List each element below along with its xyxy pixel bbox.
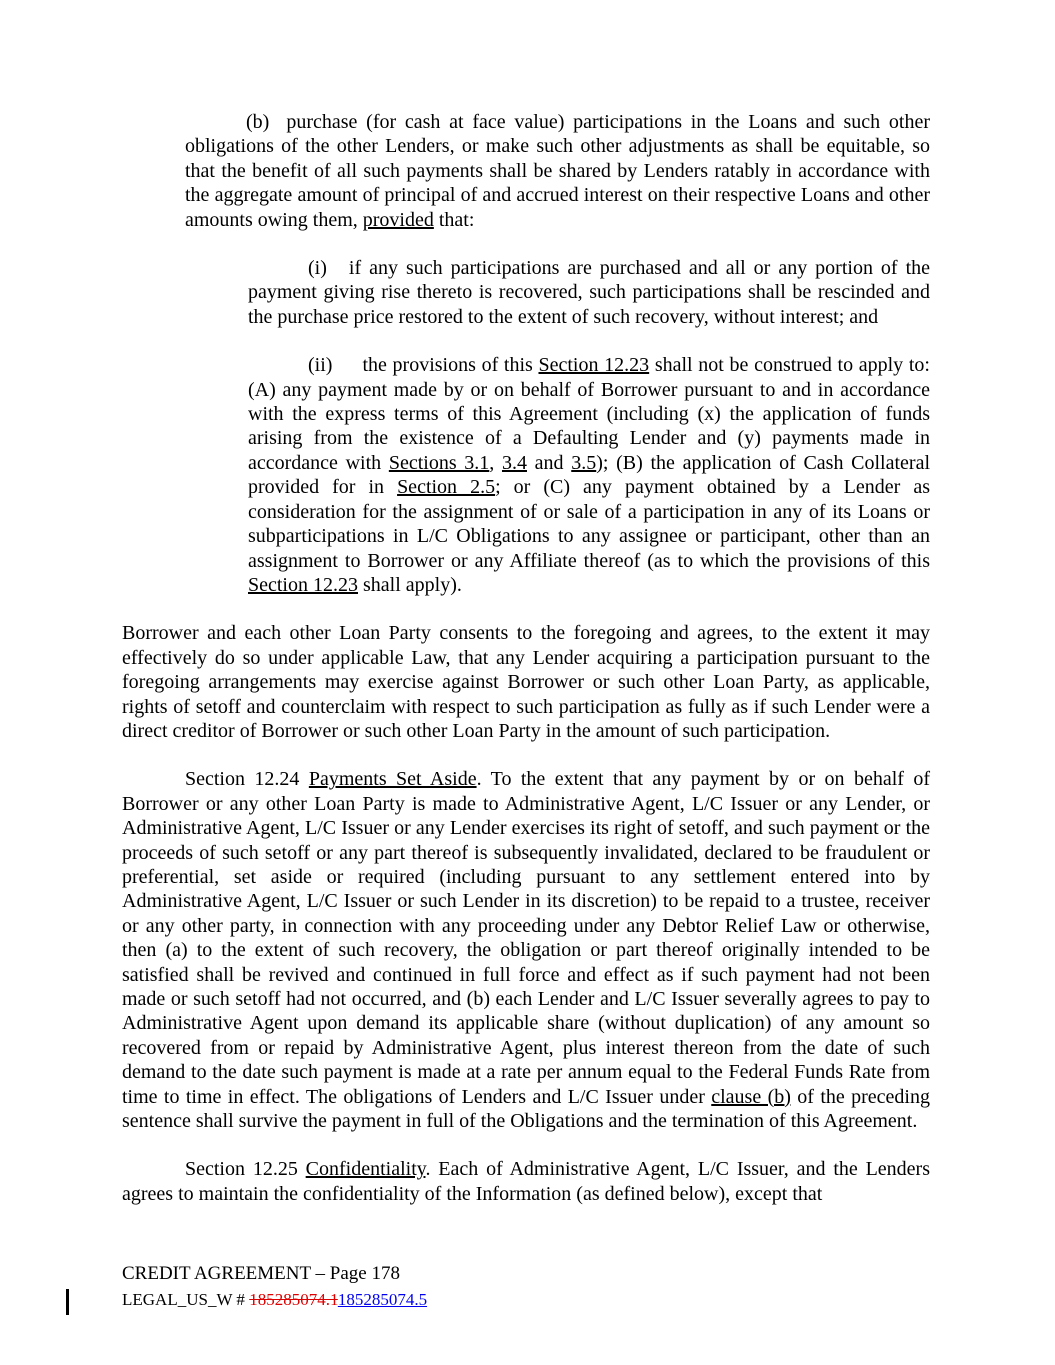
text-segment: of the preceding sentence shall survive the payment in full of the Obligations and the termination of this Agreement. — [122, 1085, 930, 1133]
text-segment: (ii) — [308, 354, 333, 377]
footer-legal-id — [122, 1287, 427, 1313]
paragraph-section-12-24 — [122, 767, 930, 1133]
paragraph-clause-b — [185, 110, 930, 232]
text-segment: . Each of Administrative Agent, L/C Issuer, and the Lenders agrees to maintain the confidentiality of the Information (as defined below), except that — [122, 1158, 930, 1205]
text-segment: ; or (C) any payment obtained by a Lender as consideration for the assignment of or sale of a participation in any of its Loans or subparticipations in L/C Obligations to any assignee or participant, other than an assignment to Borrower or any Affiliate thereof (as to which the provisions of this — [248, 476, 930, 572]
text-segment: (b) — [246, 111, 270, 133]
text-segment: Section 12.23 — [538, 354, 650, 377]
text-segment: that: — [433, 208, 475, 231]
paragraph-clause-i — [248, 256, 930, 329]
text-segment: Section 2.5 — [397, 476, 496, 499]
document-body — [122, 110, 930, 1230]
paragraph-borrower-consent — [122, 621, 930, 743]
text-segment: shall apply). — [358, 573, 462, 596]
text-segment: . To the extent that any payment by or on behalf of Borrower or any other Loan Party is made to Administrative Agent, L/C Issuer or any Lender, or Administrative Agent, L/C Issuer or any Lender exercises its right of setoff, and such payment or the proceeds of such setoff or any part thereof is subsequently invalidated, declared to be fraudulent or preferential, set aside or required (including pursuant to any settlement entered into by Administrative Agent, L/C Issuer or such Lender in its discretion) to be repaid to a trustee, receiver or any other party, in connection with any proceeding under any Debtor Relief Law or otherwise, then (a) to the extent of such recovery, the obligation or part thereof originally intended to be satisfied shall be revived and continued in full force and effect as if such payment had not been made or such setoff had not occurred, and (b) each Lender and L/C Issuer severally agrees to pay to Administrative Agent upon demand its applicable share (without duplication) of any amount so recovered from or repaid by Administrative Agent, plus interest thereon from the date of such demand to the date such payment is made at a rate per annum equal to the Federal Funds Rate from time to time in effect. The obligations of Lenders and L/C Issuer under — [122, 768, 930, 1108]
text-segment: clause (b) — [711, 1085, 791, 1108]
text-segment: shall not be construed to apply to: (A) any payment made by or on behalf of Borrower pursuant to and in accordance with the express terms of this Agreement (including (x) the application of funds arising from the existence of a Defaulting Lender and (y) payments made in accordance with — [248, 354, 930, 474]
text-segment: Section 12.25 — [185, 1158, 306, 1181]
paragraph-clause-ii — [248, 353, 930, 597]
text-segment: 3.5 — [571, 451, 597, 474]
text-segment: Section 12.24 — [185, 768, 309, 791]
page-footer — [122, 1261, 427, 1313]
text-segment: provided — [362, 208, 434, 231]
text-segment: (i) — [308, 257, 327, 280]
text-segment: the provisions of this — [362, 354, 539, 377]
text-segment: Section 12.23 — [248, 573, 358, 596]
text-segment: Borrower and each other Loan Party consents to the foregoing and agrees, to the extent it may effectively do so under applicable Law, that any Lender acquiring a participation pursuant to the foregoing arrangements may exercise against Borrower or such other Loan Party, as applicable, rights of setoff and counterclaim with respect to such participation as fully as if such Lender were a direct creditor of Borrower or such other Loan Party in the amount of such participation. — [122, 622, 930, 742]
text-segment: LEGAL_US_W # — [122, 1290, 250, 1309]
text-segment: and — [526, 451, 572, 474]
revision-change-bar — [66, 1289, 69, 1315]
footer-document-title: CREDIT AGREEMENT – Page 178 — [122, 1263, 400, 1284]
text-segment: 185285074.1 — [249, 1290, 338, 1309]
text-segment: , — [489, 451, 502, 474]
text-segment: Payments Set Aside — [308, 768, 477, 791]
text-segment: 185285074.5 — [337, 1290, 428, 1309]
text-segment: ); (B) the application of Cash Collateral provided for in — [248, 451, 930, 499]
text-segment: 3.4 — [501, 451, 527, 474]
text-segment: if any such participations are purchased and all or any portion of the payment giving rise thereto is recovered, such participations shall be rescinded and the purchase price restored to the extent of such recovery, without interest; and — [248, 257, 930, 328]
paragraph-section-12-25 — [122, 1157, 930, 1206]
text-segment: Sections 3.1 — [388, 451, 490, 474]
text-segment: purchase (for cash at face value) participations in the Loans and such other obligations of the other Lenders, or make such other adjustments as shall be equitable, so that the benefit of all such payments shall be shared by Lenders ratably in accordance with the aggregate amount of principal of and accrued interest on their respective Loans and other amounts owing them, — [185, 111, 930, 231]
text-segment: Confidentiality — [305, 1158, 426, 1181]
